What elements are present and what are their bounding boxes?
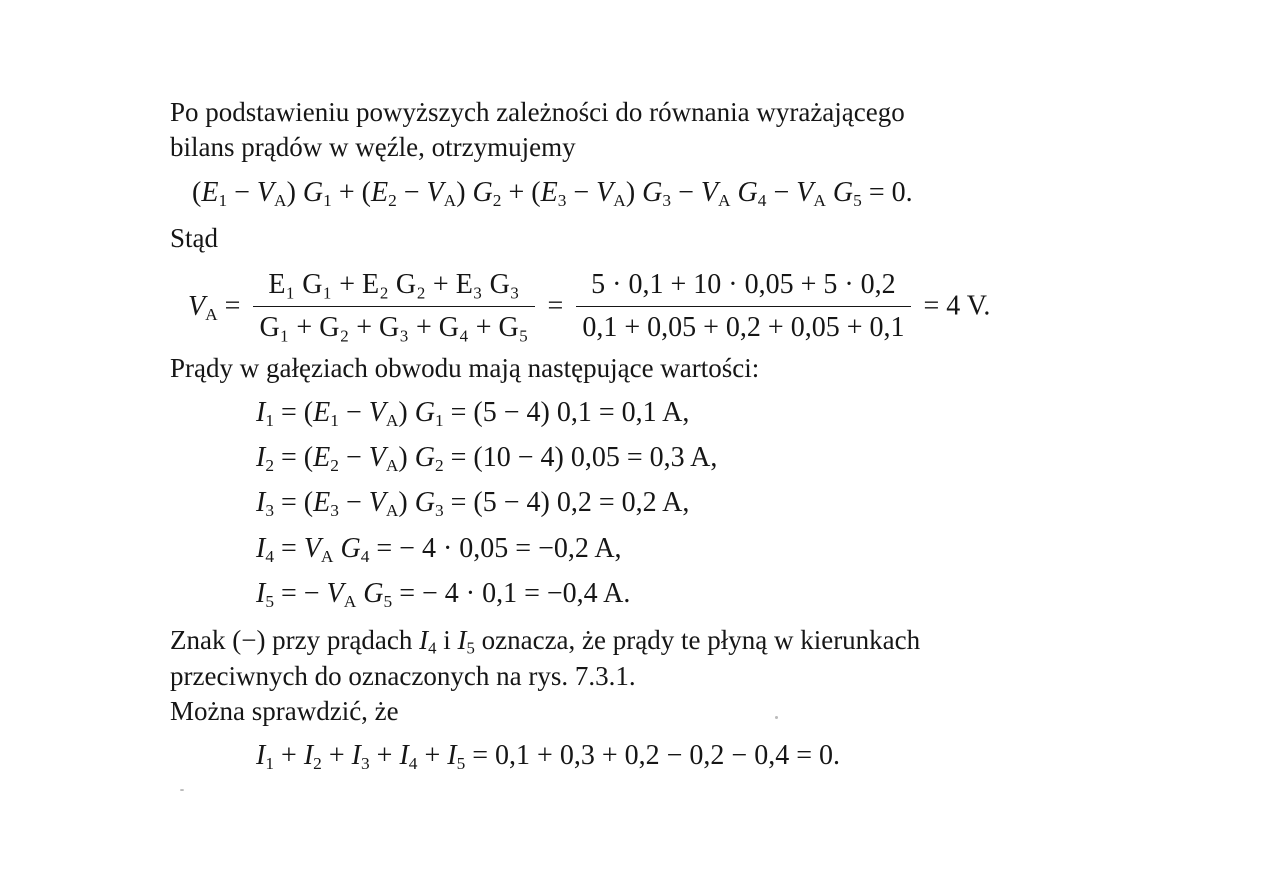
balance-equation: $(E_1 - V_A) G_1 + (E_2 - V_A) G_2 + (E_3 - V_A) G_3 - V_A$ $G_4 - V_A$ $G_5 = 0$. bbox=[192, 177, 913, 210]
paragraph-line: przeciwnych do oznaczonych na rys. 7.3.1. bbox=[170, 661, 636, 691]
current-equation: $I_4 = V_A$ $G_4$ = − 4 · 0,05 = −0,2 A, bbox=[256, 533, 622, 566]
va-equation bbox=[188, 268, 990, 345]
paragraph-line: Prądy w gałęziach obwodu mają następujące wartości: bbox=[170, 353, 760, 383]
va-lhs: $V_A$ bbox=[188, 290, 218, 324]
paragraph-line: Można sprawdzić, że bbox=[170, 696, 399, 726]
sum-equation: $I_1 + I_2 + I_3 + I_4 + I_5 = 0,1 + 0,3 + 0,2 - 0,2 - 0,4 = 0$. bbox=[256, 740, 841, 773]
paragraph-line: Po podstawieniu powyższych zależności do równania wyrażającego bbox=[170, 97, 905, 127]
fraction-denominator: G₁ + G₂ + G₃ + G₄ + G₅ bbox=[253, 306, 534, 345]
paragraph-line: Stąd bbox=[170, 223, 219, 253]
fraction-numerator: E₁ G₁ + E₂ G₂ + E₃ G₃ bbox=[268, 269, 520, 300]
fraction-numerator: 5 · 0,1 + 10 · 0,05 + 5 · 0,2 bbox=[591, 269, 896, 300]
paragraph-line: Znak (−) przy prądach $I_4$ i $I_5$ oznacza, że prądy te płyną w kierunkach bbox=[170, 625, 921, 658]
equals-sign: = bbox=[224, 290, 241, 322]
current-equation: $I_3 = (E_3 - V_A) G_3 = (5 - 4) 0,2 = 0,2$ A, bbox=[256, 487, 690, 520]
fraction-denominator: 0,1 + 0,05 + 0,2 + 0,05 + 0,1 bbox=[576, 306, 910, 345]
scan-speck bbox=[180, 789, 184, 791]
current-equation: $I_2 = (E_2 - V_A) G_2 = (10 - 4) 0,05 = 0,3$ A, bbox=[256, 442, 718, 475]
numeric-fraction bbox=[576, 268, 910, 345]
current-equation: $I_5$ = − $V_A$ $G_5$ = − 4 · 0,1 = −0,4 A. bbox=[256, 578, 631, 611]
paragraph-line: bilans prądów w węźle, otrzymujemy bbox=[170, 132, 576, 162]
scan-speck bbox=[775, 716, 778, 719]
symbolic-fraction bbox=[253, 268, 534, 345]
va-result: = 4 V. bbox=[923, 290, 991, 322]
equals-sign: = bbox=[547, 290, 564, 322]
current-equation: $I_1 = (E_1 - V_A) G_1 = (5 - 4) 0,1 = 0,1$ A, bbox=[256, 397, 690, 430]
